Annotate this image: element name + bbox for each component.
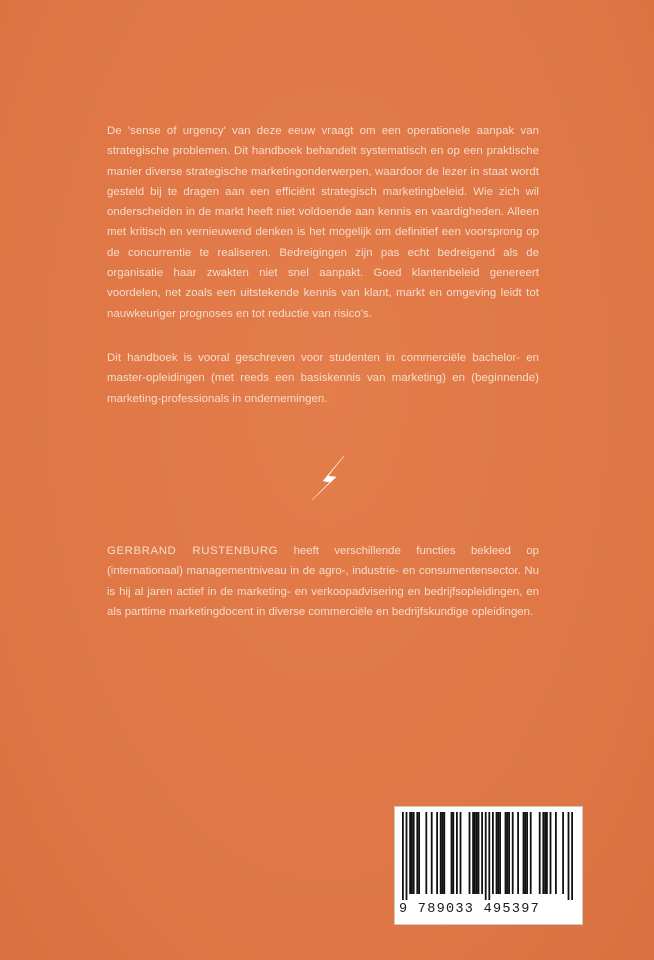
- barcode-bar: [571, 812, 573, 900]
- lightning-bolt-icon: [309, 455, 349, 501]
- barcode-bar: [418, 812, 420, 894]
- barcode-bar: [530, 812, 532, 894]
- author-bio-body: heeft verschillende functies bekleed op (internationaal) managementniveau in de agro-, industrie- en consumentensector. Nu is hij al jaren actief in de marketing- en verkoopadvisering en bedrijfsopleidingen, en als parttime marketingdocent in diverse commerciële en bedrijfskundige opleidingen.: [107, 545, 539, 618]
- barcode-bars: [399, 812, 579, 900]
- barcode-bar: [478, 812, 480, 894]
- barcode-bar: [472, 812, 474, 894]
- barcode-bar: [555, 812, 557, 894]
- barcode-bar: [431, 812, 433, 894]
- barcode-bar: [474, 812, 476, 894]
- blurb-paragraph-2: [107, 348, 539, 409]
- barcode-bar: [413, 812, 415, 894]
- isbn-number: 9 789033 495397: [399, 902, 541, 917]
- barcode-bar: [469, 812, 471, 894]
- barcode-bar: [542, 812, 544, 894]
- barcode-bar: [512, 812, 514, 894]
- barcode-bar: [568, 812, 570, 900]
- barcode-bar: [443, 812, 445, 894]
- barcode-bar: [436, 812, 438, 894]
- author-bio: [107, 541, 539, 622]
- barcode-bar: [411, 812, 413, 894]
- barcode-bar: [460, 812, 462, 894]
- barcode-bar: [416, 812, 418, 894]
- barcode-bar: [488, 812, 490, 900]
- barcode-bar: [485, 812, 487, 900]
- barcode-bar: [406, 812, 408, 900]
- barcode-bar: [402, 812, 404, 900]
- barcode-bar: [456, 812, 458, 894]
- blurb-text-2: Dit handboek is vooral geschreven voor studenten in commerciële bachelor- en master-opleidingen (met reeds een basiskennis van marketing) en (beginnende) marketing-professionals in ondernemingen.: [107, 352, 539, 405]
- barcode-bar: [452, 812, 454, 894]
- barcode-bar: [526, 812, 528, 894]
- barcode-bar: [524, 812, 526, 894]
- barcode-bar: [506, 812, 508, 894]
- barcode-bar: [481, 812, 483, 894]
- barcode-bar: [451, 812, 453, 894]
- barcode-bar: [442, 812, 444, 894]
- blurb-text-1: De 'sense of urgency' van deze eeuw vraagt om een operationele aanpak van strategische problemen. Dit handboek behandelt systematisch en op een praktische manier diverse strategische marketingonderwerpen, waardoor de lezer in staat wordt gesteld bij te dragen aan een efficiënt strategisch marketingbeleid. Wie zich wil onderscheiden in de markt heeft niet voldoende aan kennis en vaardigheden. Alleen met kritisch en vernieuwend denken is het mogelijk om definitief een voorsprong op de concurrentie te realiseren. Bedreigingen zijn pas echt bedreigend als de organisatie haar zwakten niet snel aanpakt. Goed klantenbeleid genereert voordelen, net zoals een uitstekende kennis van klant, markt en omgeving leidt tot nauwkeuriger prognoses en tot reductie van risico's.: [107, 125, 539, 320]
- barcode-bar: [517, 812, 519, 894]
- barcode-bar: [544, 812, 546, 894]
- barcode-bar: [440, 812, 442, 894]
- barcode-bar: [409, 812, 411, 894]
- barcode-bar: [523, 812, 525, 894]
- blurb-paragraph-1: [107, 121, 539, 324]
- barcode-bar: [499, 812, 501, 894]
- barcode-bar: [505, 812, 507, 894]
- barcode-bar: [546, 812, 548, 894]
- barcode-bar: [496, 812, 498, 894]
- barcode-bar: [497, 812, 499, 894]
- barcode-bar: [476, 812, 478, 894]
- author-name: GERBRAND RUSTENBURG: [107, 545, 279, 557]
- barcode-bar: [562, 812, 564, 894]
- isbn-barcode: [394, 806, 583, 925]
- barcode-bar: [508, 812, 510, 894]
- author-bio-text: [107, 541, 539, 622]
- barcode-bar: [550, 812, 552, 894]
- barcode-bar: [425, 812, 427, 894]
- barcode-bar: [539, 812, 541, 894]
- barcode-bar: [492, 812, 494, 894]
